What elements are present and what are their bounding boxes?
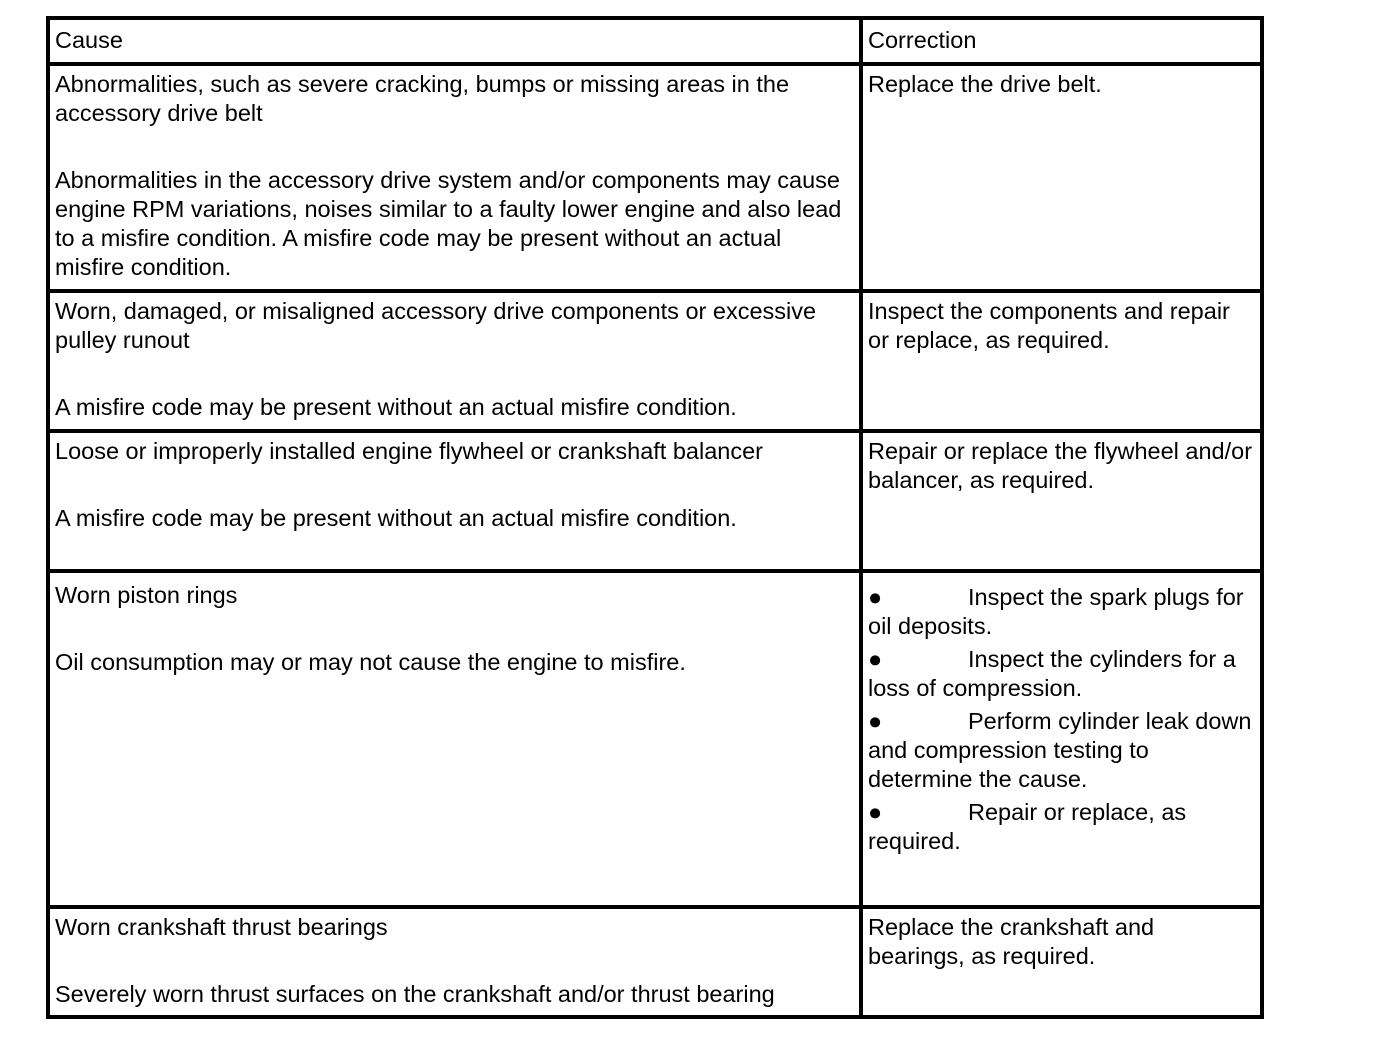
cause-cell xyxy=(48,64,861,291)
bullet-text: Repair or replace, as required. xyxy=(868,799,1187,854)
table-row xyxy=(48,431,1262,571)
cause-note: Abnormalities in the accessory drive system and/or components may cause engine RPM variations, noises similar to a faulty lower engine and also lead to a misfire condition. A misfire code may be present without an actual misfire condition. xyxy=(55,167,842,280)
correction-cell xyxy=(861,907,1262,1017)
bullet-text: Inspect the cylinders for a loss of compression. xyxy=(868,646,1236,701)
list-item xyxy=(868,645,1254,703)
correction-cell xyxy=(861,571,1262,907)
correction-text: Repair or replace the flywheel and/or balancer, as required. xyxy=(868,438,1253,493)
bullet-icon: ● xyxy=(868,708,883,734)
correction-cell xyxy=(861,291,1262,431)
correction-cell xyxy=(861,64,1262,291)
header-cause: Cause xyxy=(48,18,861,64)
bullet-text: Perform cylinder leak down and compression testing to determine the cause. xyxy=(868,708,1252,792)
list-item xyxy=(868,798,1254,856)
correction-text: Replace the crankshaft and bearings, as required. xyxy=(868,914,1155,969)
diagnostic-table xyxy=(46,16,1264,1019)
correction-text: Inspect the components and repair or replace, as required. xyxy=(868,298,1230,353)
cause-title: Worn, damaged, or misaligned accessory drive components or excessive pulley runout xyxy=(55,298,817,353)
cause-cell xyxy=(48,571,861,907)
cause-title: Worn crankshaft thrust bearings xyxy=(55,914,388,940)
list-item xyxy=(868,583,1254,641)
cause-cell xyxy=(48,291,861,431)
cause-note: A misfire code may be present without an actual misfire condition. xyxy=(55,394,737,420)
correction-text: Replace the drive belt. xyxy=(868,71,1102,97)
cause-note: Oil consumption may or may not cause the engine to misfire. xyxy=(55,649,686,675)
table-header-row xyxy=(48,18,1262,64)
cause-cell xyxy=(48,431,861,571)
cause-title: Abnormalities, such as severe cracking, bumps or missing areas in the accessory drive belt xyxy=(55,71,790,126)
cause-title: Worn piston rings xyxy=(55,582,238,608)
correction-bullet-list xyxy=(868,583,1254,856)
bullet-icon: ● xyxy=(868,646,883,672)
bullet-icon: ● xyxy=(868,799,883,825)
table-row xyxy=(48,907,1262,1017)
correction-cell xyxy=(861,431,1262,571)
bullet-icon: ● xyxy=(868,584,883,610)
list-item xyxy=(868,707,1254,794)
header-correction: Correction xyxy=(861,18,1262,64)
cause-note: A misfire code may be present without an actual misfire condition. xyxy=(55,505,737,531)
table-row xyxy=(48,64,1262,291)
table-row xyxy=(48,291,1262,431)
bullet-text: Inspect the spark plugs for oil deposits. xyxy=(868,584,1244,639)
cause-cell xyxy=(48,907,861,1017)
cause-note: Severely worn thrust surfaces on the crankshaft and/or thrust bearing xyxy=(55,981,775,1007)
cause-title: Loose or improperly installed engine flywheel or crankshaft balancer xyxy=(55,438,763,464)
table-row xyxy=(48,571,1262,907)
